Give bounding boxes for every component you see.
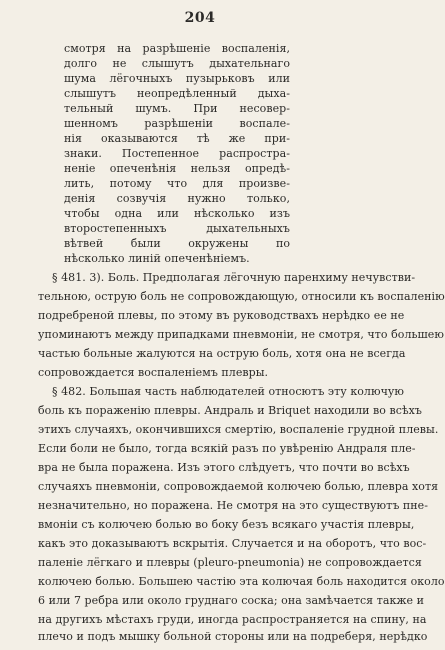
text-line: случаяхъ пневмоніи, сопровождаемой колючею болью, плевра хотя [38,480,439,493]
text-line: вѣтвей были окружены по [64,237,290,250]
text-line: 6 или 7 ребра или около груднаго соска; она замѣчается также и [38,594,425,607]
text-line: долго не слышутъ дыхательнаго [64,57,290,70]
text-line: смотря на разрѣшеніе воспаленія, [64,42,290,55]
text-line: слышутъ неопредѣленный дыха- [64,87,290,100]
text-line: нія оказываются тѣ же при- [64,132,290,145]
text-line: лить, потому что для произве- [64,177,290,190]
text-line: паленіе лёгкаго и плевры (pleuro-pneumonia) не сопровождается [38,556,422,569]
text-line: на другихъ мѣстахъ груди, иногда распространяется на спину, на [38,613,427,626]
paragraph-482-start: § 482. Большая часть наблюдателей относютъ эту колючую [52,385,405,398]
text-line: вра не была поражена. Изъ этого слѣдуетъ, что почти во всѣхъ [38,461,410,474]
page-number: 204 [184,10,216,26]
text-line: второстепенныхъ дыхательныхъ [64,222,290,235]
text-line: какъ это доказываютъ вскрытія. Случается и на оборотъ, что вос- [38,537,427,550]
text-line: подребреной плевы, по этому въ руководствахъ нерѣдко ее не [38,309,405,322]
text-line: нѣсколько линій опеченѣніемъ. [64,252,250,265]
text-line: вмоніи съ колючею болью во боку безъ всякаго участія плевры, [38,518,415,531]
text-line: незначительно, но поражена. Не смотря на это существуютъ пне- [38,499,428,512]
text-line: плечо и подъ мышку больной стороны или на подреберя, нерѣдко [38,630,428,643]
text-line: знаки. Постепенное распростра- [64,147,290,160]
text-line: денія созвучія нужно только, [64,192,290,205]
text-line: этихъ случаяхъ, окончившихся смертію, воспаленіе грудной плевы. [38,423,439,436]
text-line: частью больные жалуются на острую боль, хотя она не всегда [38,347,406,360]
text-line: сопровождается воспаленіемъ плевры. [38,366,269,379]
text-line: боль къ пораженію плевры. Андраль и Briquet находили во всѣхъ [38,404,422,417]
text-line: тельною, острую боль не сопровождающую, относили къ воспаленію [38,290,445,303]
text-line: шенномъ разрѣшеніи воспале- [64,117,290,130]
text-line: тельный шумъ. При несовер- [64,102,290,115]
text-line: неніе опеченѣнія нельзя опредѣ- [64,162,290,175]
text-line: чтобы одна или нѣсколько изъ [64,207,290,220]
text-line: упоминаютъ между припадками пневмоніи, не смотря, что большею [38,328,444,341]
text-line: колючею болью. Большею частію эта колючая боль находится около [38,575,445,588]
text-line: шума лёгочныхъ пузырьковъ или [64,72,290,85]
paragraph-481-start: § 481. 3). Боль. Предполагая лёгочную паренхиму нечувстви- [52,271,416,284]
text-line: Если боли не было, тогда всякій разъ по увѣренію Андраля пле- [38,442,416,455]
